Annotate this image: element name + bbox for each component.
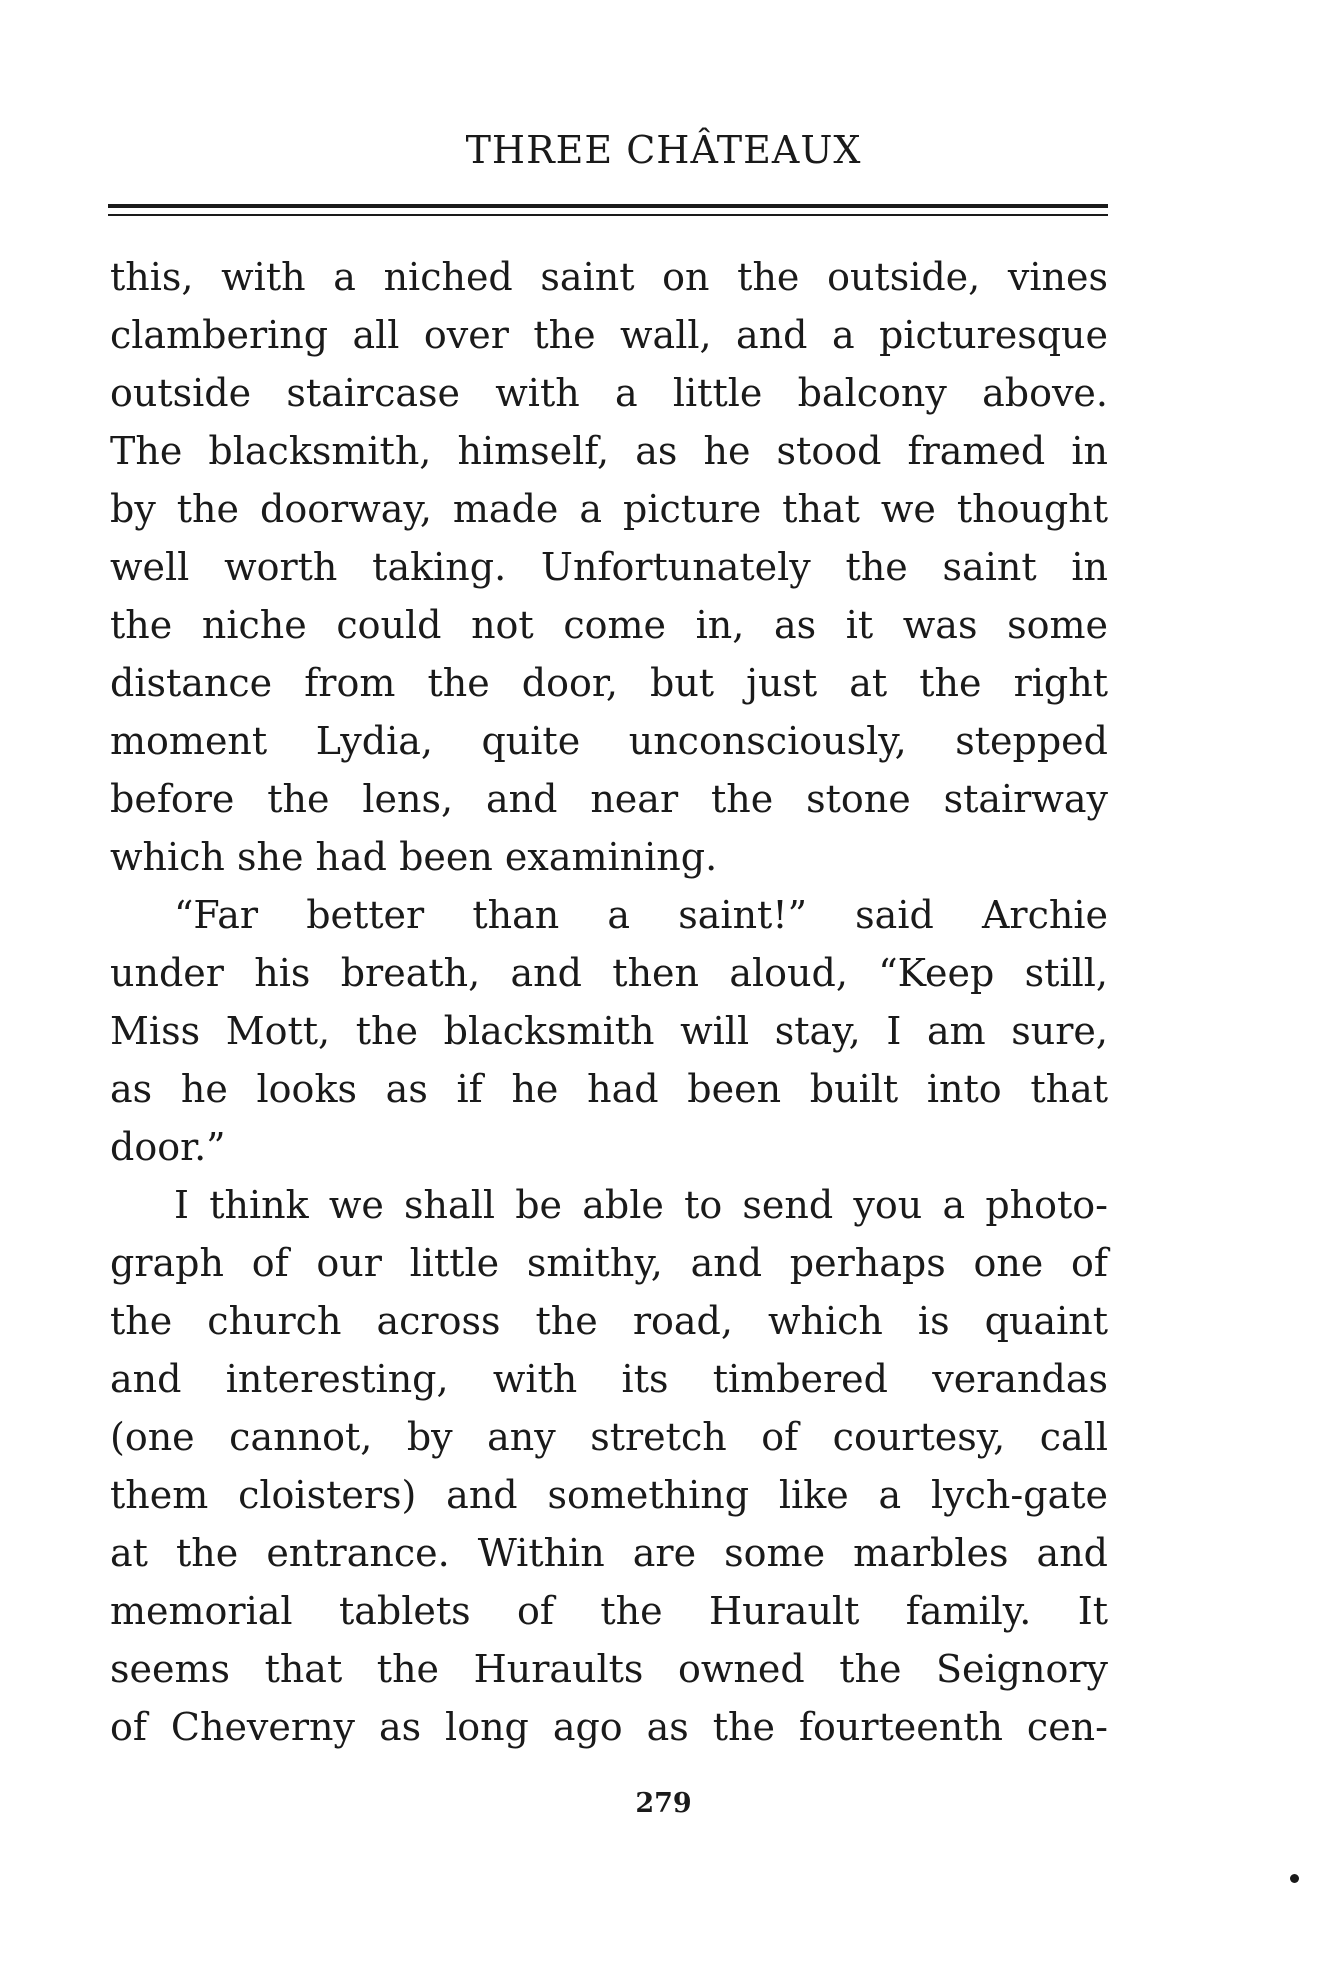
text-line: memorial tablets of the Hurault family. It <box>110 1589 1108 1633</box>
page-number: 279 <box>635 1788 692 1819</box>
text-line: at the entrance. Within are some marbles and <box>110 1531 1108 1575</box>
text-line: door.” <box>110 1125 226 1169</box>
text-line: moment Lydia, quite unconsciously, stepped <box>110 719 1108 763</box>
text-line: by the doorway, made a picture that we thought <box>110 487 1108 531</box>
running-head: THREE CHÂTEAUX <box>465 128 862 172</box>
ink-speck <box>1290 1874 1299 1883</box>
text-line: clambering all over the wall, and a picturesque <box>110 313 1108 357</box>
header-rule-thin <box>108 214 1108 216</box>
text-line: and interesting, with its timbered verandas <box>110 1357 1108 1401</box>
text-line: which she had been examining. <box>110 835 718 879</box>
text-line: (one cannot, by any stretch of courtesy, call <box>110 1415 1108 1459</box>
text-line: “Far better than a saint!” said Archie <box>174 893 1108 937</box>
text-line: of Cheverny as long ago as the fourteenth cen- <box>110 1705 1108 1749</box>
text-line: before the lens, and near the stone stairway <box>110 777 1108 821</box>
text-line: Miss Mott, the blacksmith will stay, I am sure, <box>110 1009 1108 1053</box>
text-line: I think we shall be able to send you a photo- <box>174 1183 1108 1227</box>
text-line: the niche could not come in, as it was some <box>110 603 1108 647</box>
text-line: seems that the Huraults owned the Seignory <box>110 1647 1108 1691</box>
body-text <box>110 248 1108 1756</box>
text-line: graph of our little smithy, and perhaps one of <box>110 1241 1108 1285</box>
text-line: them cloisters) and something like a lych-gate <box>110 1473 1108 1517</box>
text-line: under his breath, and then aloud, “Keep still, <box>110 951 1108 995</box>
header-rule-thick <box>108 204 1108 208</box>
text-line: distance from the door, but just at the right <box>110 661 1108 705</box>
text-line: well worth taking. Unfortunately the saint in <box>110 545 1108 589</box>
text-line: The blacksmith, himself, as he stood framed in <box>110 429 1108 473</box>
text-line: this, with a niched saint on the outside, vines <box>110 255 1108 299</box>
text-line: outside staircase with a little balcony above. <box>110 371 1108 415</box>
text-line: the church across the road, which is quaint <box>110 1299 1108 1343</box>
text-line: as he looks as if he had been built into that <box>110 1067 1108 1111</box>
